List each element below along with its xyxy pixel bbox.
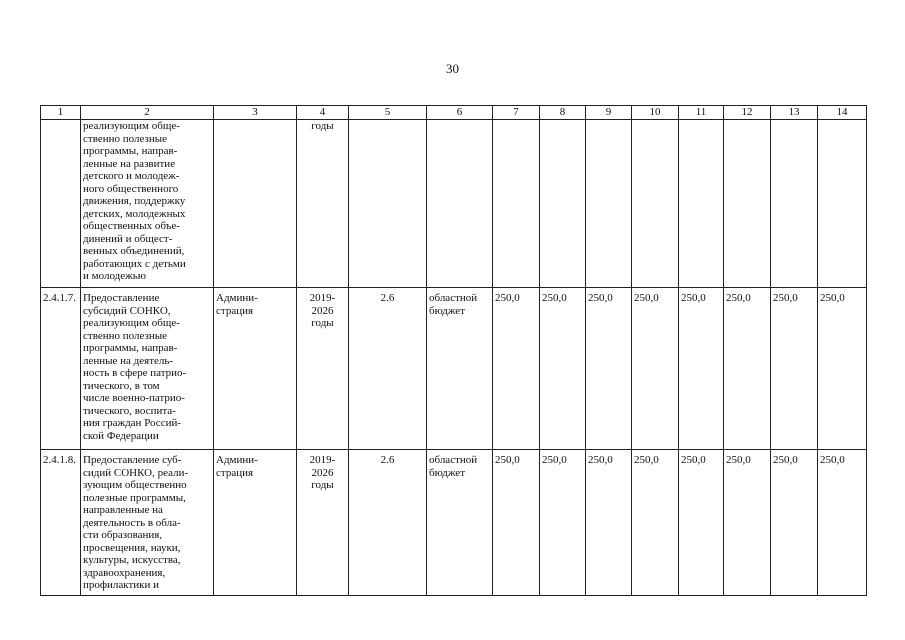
row-executor: Админи- страция	[214, 450, 297, 596]
table-row	[41, 288, 867, 450]
row-value: 250,0	[632, 450, 679, 596]
row-description: Предоставление субсидий СОНКО, реализующим обще- ственно полезные программы, направ- ленные на деятель- ность в сфере патрио- тического, в том числе военно-патрио- тического, воспита- ния граждан Россий- ской Федерации	[81, 288, 214, 450]
row-value: 250,0	[679, 450, 724, 596]
row-indicator	[349, 120, 427, 288]
row-value: 250,0	[493, 450, 540, 596]
row-value: 250,0	[540, 288, 586, 450]
column-header: 8	[540, 106, 586, 120]
row-executor: Админи- страция	[214, 288, 297, 450]
page-number: 30	[446, 61, 459, 76]
column-header: 2	[81, 106, 214, 120]
row-source: областной бюджет	[427, 450, 493, 596]
row-description: реализующим обще- ственно полезные программы, направ- ленные на развитие детского и молодеж- ного общественного движения, поддержку детских, молодежных общественных объе- динений и общест- венных объединений, работающих с детьми и молодежью	[81, 120, 214, 288]
row-code: 2.4.1.7.	[41, 288, 81, 450]
row-value: 250,0	[818, 288, 867, 450]
column-header: 4	[297, 106, 349, 120]
column-header: 6	[427, 106, 493, 120]
row-indicator: 2.6	[349, 450, 427, 596]
row-value	[586, 120, 632, 288]
row-value: 250,0	[771, 288, 818, 450]
row-value	[724, 120, 771, 288]
row-executor	[214, 120, 297, 288]
row-value: 250,0	[586, 288, 632, 450]
row-value: 250,0	[632, 288, 679, 450]
row-value: 250,0	[540, 450, 586, 596]
row-value	[493, 120, 540, 288]
row-value	[540, 120, 586, 288]
row-value: 250,0	[679, 288, 724, 450]
row-value	[679, 120, 724, 288]
row-value: 250,0	[724, 450, 771, 596]
row-value	[771, 120, 818, 288]
row-period: 2019- 2026 годы	[297, 450, 349, 596]
column-header: 1	[41, 106, 81, 120]
column-header: 5	[349, 106, 427, 120]
row-source: областной бюджет	[427, 288, 493, 450]
column-header: 3	[214, 106, 297, 120]
program-table	[40, 105, 867, 596]
row-indicator: 2.6	[349, 288, 427, 450]
row-value	[818, 120, 867, 288]
column-header: 13	[771, 106, 818, 120]
row-value: 250,0	[771, 450, 818, 596]
row-description: Предоставление суб- сидий СОНКО, реали- зующим общественно полезные программы, направленные на деятельность в обла- сти образования, просвещения, науки, культуры, искусства, здравоохранения, профилактики и	[81, 450, 214, 596]
column-header: 12	[724, 106, 771, 120]
table-row	[41, 120, 867, 288]
row-value: 250,0	[493, 288, 540, 450]
row-period: 2019- 2026 годы	[297, 288, 349, 450]
row-value	[632, 120, 679, 288]
column-header: 14	[818, 106, 867, 120]
row-code	[41, 120, 81, 288]
table-row	[41, 450, 867, 596]
column-header: 9	[586, 106, 632, 120]
column-header: 10	[632, 106, 679, 120]
row-period: годы	[297, 120, 349, 288]
row-code: 2.4.1.8.	[41, 450, 81, 596]
column-header: 7	[493, 106, 540, 120]
row-source	[427, 120, 493, 288]
row-value: 250,0	[586, 450, 632, 596]
column-header: 11	[679, 106, 724, 120]
row-value: 250,0	[818, 450, 867, 596]
row-value: 250,0	[724, 288, 771, 450]
table-header-row	[41, 106, 867, 120]
